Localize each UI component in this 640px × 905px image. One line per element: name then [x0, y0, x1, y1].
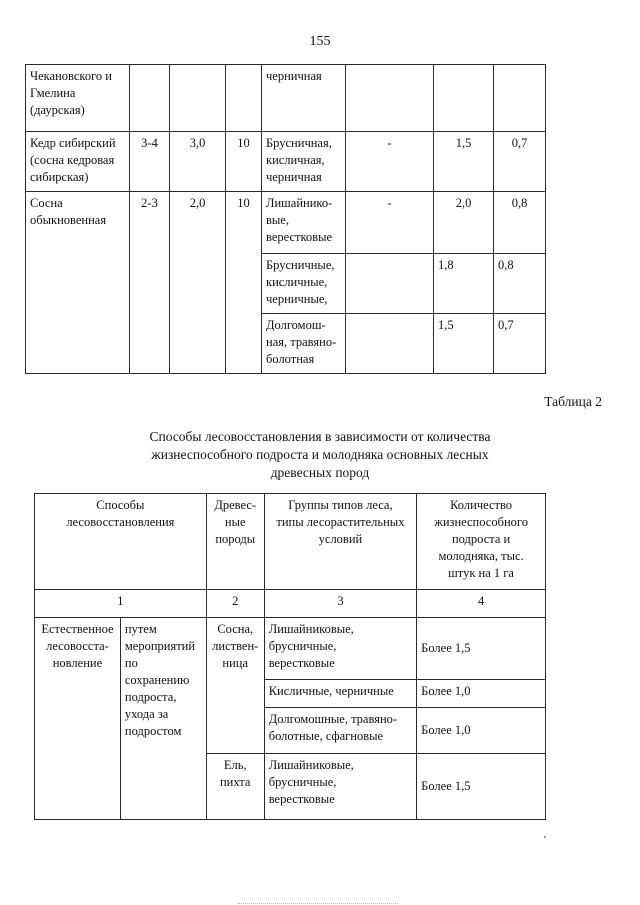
table-row	[26, 192, 546, 254]
quantity-cell: Более 1,0	[417, 708, 546, 754]
forest-group-cell: Кисличные, черничные	[264, 680, 416, 708]
species-table-continuation	[25, 64, 546, 374]
table-row	[35, 618, 546, 680]
column-number-row	[35, 590, 546, 618]
table-title: Способы лесовосстановления в зависимости от количества жизнеспособного подроста и молодняка основных лесных древесных пород	[149, 429, 491, 480]
height-cell: 2,0	[170, 192, 226, 374]
header-species: Древес- ные породы	[206, 494, 264, 590]
forest-type-cell: Брусничная, кисличная, черничная	[262, 132, 346, 192]
column-number: 2	[206, 590, 264, 618]
column-number: 3	[264, 590, 416, 618]
forest-type-cell: Лишайнико- вые, верестковые	[262, 192, 346, 254]
reforestation-methods-table	[34, 493, 546, 820]
empty-cell	[226, 65, 262, 132]
header-quantity: Количество жизнеспособного подроста и молодняка, тыс. штук на 1 га	[417, 494, 546, 590]
forest-type-cell: Брусничные, кисличные, черничные,	[262, 254, 346, 314]
value-cell: 0,8	[494, 192, 546, 254]
forest-group-cell: Лишайниковые, брусничные, верестковые	[264, 618, 416, 680]
table-row	[26, 132, 546, 192]
page-number: 155	[309, 34, 331, 49]
count-cell: 10	[226, 132, 262, 192]
value-cell: 1,5	[434, 314, 494, 374]
header-groups: Группы типов леса, типы лесорастительных условий	[264, 494, 416, 590]
forest-group-cell: Долгомошные, травяно- болотные, сфагновые	[264, 708, 416, 754]
empty-cell	[346, 314, 434, 374]
scan-speck	[544, 836, 546, 838]
method-sub-cell: путем мероприятий по сохранению подроста, ухода за подростом	[120, 618, 206, 820]
empty-cell	[494, 65, 546, 132]
forest-type-cell: Долгомош- ная, травяно- болотная	[262, 314, 346, 374]
species-cell: Сосна обыкновенная	[26, 192, 130, 374]
count-cell: 10	[226, 192, 262, 374]
forest-type-cell: черничная	[262, 65, 346, 132]
value-cell: 1,8	[434, 254, 494, 314]
empty-cell	[346, 254, 434, 314]
table-label: Таблица 2	[544, 394, 602, 409]
value-cell: 0,8	[494, 254, 546, 314]
species-cell: Чекановского и Гмелина (даурская)	[26, 65, 130, 132]
empty-cell	[170, 65, 226, 132]
quantity-cell: Более 1,5	[417, 754, 546, 820]
forest-group-cell: Лишайниковые, брусничные, верестковые	[264, 754, 416, 820]
dash-cell: -	[346, 132, 434, 192]
age-cell: 2-3	[130, 192, 170, 374]
value-cell: 1,5	[434, 132, 494, 192]
column-number: 4	[417, 590, 546, 618]
species-cell: Ель, пихта	[206, 754, 264, 820]
quantity-cell: Более 1,0	[417, 680, 546, 708]
empty-cell	[130, 65, 170, 132]
empty-cell	[346, 65, 434, 132]
column-number: 1	[35, 590, 207, 618]
value-cell: 0,7	[494, 314, 546, 374]
method-main-cell: Естественное лесовосста- новление	[35, 618, 121, 820]
empty-cell	[434, 65, 494, 132]
header-methods: Способы лесовосстановления	[35, 494, 207, 590]
value-cell: 2,0	[434, 192, 494, 254]
value-cell: 0,7	[494, 132, 546, 192]
species-cell: Кедр сибирский (сосна кедровая сибирская)	[26, 132, 130, 192]
table-row	[26, 65, 546, 132]
header-row	[35, 494, 546, 590]
age-cell: 3-4	[130, 132, 170, 192]
quantity-cell: Более 1,5	[417, 618, 546, 680]
species-cell: Сосна, листвен- ница	[206, 618, 264, 754]
height-cell: 3,0	[170, 132, 226, 192]
dash-cell: -	[346, 192, 434, 254]
